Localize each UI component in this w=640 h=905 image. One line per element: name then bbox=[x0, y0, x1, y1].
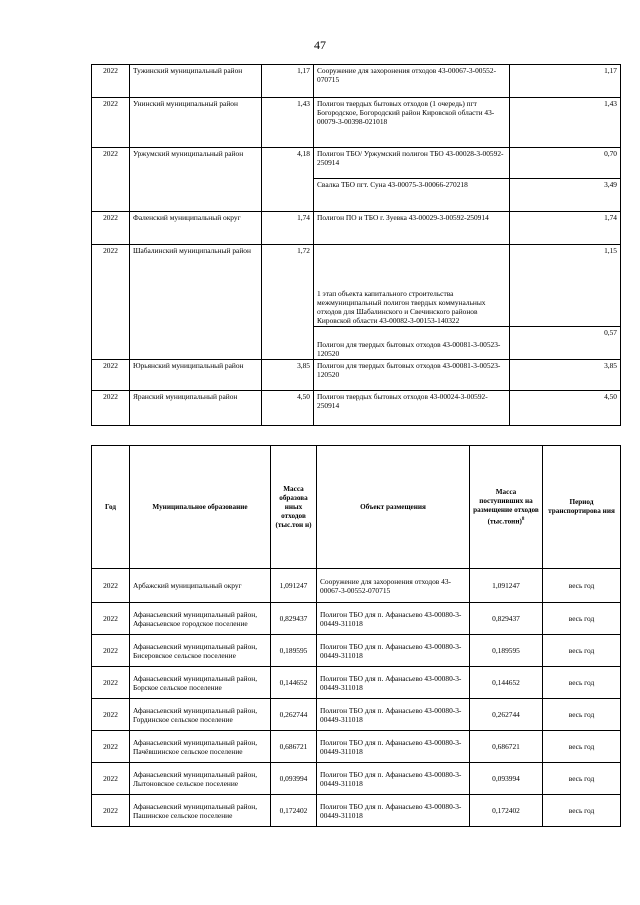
waste-table-continued bbox=[91, 64, 621, 426]
object-cell: Полигон ТБО/ Уржумский полигон ТБО 43-00028-3-00592-250914 bbox=[314, 148, 510, 179]
municipality-cell: Шабалинский муниципальный район bbox=[130, 245, 262, 360]
period-cell: весь год bbox=[543, 795, 621, 827]
period-cell: весь год bbox=[543, 603, 621, 635]
mass-cell: 4,18 bbox=[262, 148, 314, 212]
header-period: Период транспортирова ния bbox=[543, 446, 621, 569]
mass-generated-cell: 0,189595 bbox=[271, 635, 317, 667]
table-row bbox=[92, 360, 621, 391]
municipality-cell: Унинский муниципальный район bbox=[130, 98, 262, 148]
year-cell: 2022 bbox=[92, 360, 130, 391]
object-cell: Полигон ТБО для п. Афанасьево 43-00080-3-00449-311018 bbox=[317, 731, 470, 763]
mass-generated-cell: 0,262744 bbox=[271, 699, 317, 731]
municipality-cell: Афанасьевский муниципальный район, Бисеровское сельское поселение bbox=[130, 635, 271, 667]
table-row bbox=[92, 667, 621, 699]
header-mass-received-text: Масса поступивших на размещение отходов (тыс.тонн) bbox=[473, 487, 539, 526]
object-mass-cell: 3,49 bbox=[510, 179, 621, 212]
year-cell: 2022 bbox=[92, 98, 130, 148]
municipality-cell: Уржумский муниципальный район bbox=[130, 148, 262, 212]
object-cell: Сооружение для захоронения отходов 43-00067-3-00552-070715 bbox=[314, 65, 510, 98]
municipality-cell: Фаленский муниципальный округ bbox=[130, 212, 262, 245]
object-cell: Полигон ТБО для п. Афанасьево 43-00080-3-00449-311018 bbox=[317, 795, 470, 827]
municipality-cell: Афанасьевский муниципальный район, Борское сельское поселение bbox=[130, 667, 271, 699]
header-mass-generated: Масса образова нных отходов (тыс.тон н) bbox=[271, 446, 317, 569]
mass-cell: 1,43 bbox=[262, 98, 314, 148]
mass-cell: 3,85 bbox=[262, 360, 314, 391]
period-cell: весь год bbox=[543, 731, 621, 763]
municipality-cell: Афанасьевский муниципальный район, Пачёвшинское сельское поселение bbox=[130, 731, 271, 763]
header-year: Год bbox=[92, 446, 130, 569]
municipality-cell: Афанасьевский муниципальный район, Гординское сельское поселение bbox=[130, 699, 271, 731]
footnote-mark: 8 bbox=[521, 516, 525, 522]
object-cell: Полигон ТБО для п. Афанасьево 43-00080-3-00449-311018 bbox=[317, 763, 470, 795]
header-mass-received bbox=[470, 446, 543, 569]
object-mass-cell: 1,43 bbox=[510, 98, 621, 148]
object-cell: Полигон ТБО для п. Афанасьево 43-00080-3-00449-311018 bbox=[317, 603, 470, 635]
object-cell: Полигон ПО и ТБО г. Зуевка 43-00029-3-00592-250914 bbox=[314, 212, 510, 245]
waste-transport-table bbox=[91, 445, 621, 827]
mass-received-cell: 0,093994 bbox=[470, 763, 543, 795]
object-cell: Полигон для твердых бытовых отходов 43-00081-3-00523-120520 bbox=[314, 360, 510, 391]
header-object: Объект размещения bbox=[317, 446, 470, 569]
year-cell: 2022 bbox=[92, 667, 130, 699]
mass-generated-cell: 0,686721 bbox=[271, 731, 317, 763]
header-municipality: Муниципальное образование bbox=[130, 446, 271, 569]
year-cell: 2022 bbox=[92, 731, 130, 763]
mass-received-cell: 0,829437 bbox=[470, 603, 543, 635]
table-row bbox=[92, 391, 621, 426]
municipality-cell: Афанасьевский муниципальный район, Лытоновское сельское поселение bbox=[130, 763, 271, 795]
table-row bbox=[92, 148, 621, 179]
table-row bbox=[92, 245, 621, 327]
mass-generated-cell: 0,829437 bbox=[271, 603, 317, 635]
object-mass-cell: 1,15 bbox=[510, 245, 621, 327]
table-row bbox=[92, 212, 621, 245]
year-cell: 2022 bbox=[92, 763, 130, 795]
year-cell: 2022 bbox=[92, 212, 130, 245]
object-cell: Полигон ТБО для п. Афанасьево 43-00080-3-00449-311018 bbox=[317, 667, 470, 699]
mass-cell: 1,74 bbox=[262, 212, 314, 245]
period-cell: весь год bbox=[543, 667, 621, 699]
table-row bbox=[92, 569, 621, 603]
municipality-cell: Яранский муниципальный район bbox=[130, 391, 262, 426]
year-cell: 2022 bbox=[92, 391, 130, 426]
table-row bbox=[92, 763, 621, 795]
year-cell: 2022 bbox=[92, 65, 130, 98]
table-row bbox=[92, 795, 621, 827]
object-mass-cell: 0,70 bbox=[510, 148, 621, 179]
mass-generated-cell: 0,144652 bbox=[271, 667, 317, 699]
mass-received-cell: 1,091247 bbox=[470, 569, 543, 603]
mass-cell: 4,50 bbox=[262, 391, 314, 426]
mass-generated-cell: 1,091247 bbox=[271, 569, 317, 603]
object-mass-cell: 4,50 bbox=[510, 391, 621, 426]
period-cell: весь год bbox=[543, 699, 621, 731]
object-mass-cell: 0,57 bbox=[510, 327, 621, 360]
mass-generated-cell: 0,093994 bbox=[271, 763, 317, 795]
year-cell: 2022 bbox=[92, 569, 130, 603]
year-cell: 2022 bbox=[92, 699, 130, 731]
object-cell: Полигон твердых бытовых отходов (1 очередь) пгт Богородское, Богородский район Кировской области 43-00079-3-00398-021018 bbox=[314, 98, 510, 148]
object-cell: Полигон ТБО для п. Афанасьево 43-00080-3-00449-311018 bbox=[317, 699, 470, 731]
object-cell: 1 этап объекта капитального строительства межмуниципальный полигон твердых коммунальных отходов для Шабалинского и Свечинского районов Кировской области 43-00082-3-00153-140322 bbox=[314, 245, 510, 327]
object-mass-cell: 3,85 bbox=[510, 360, 621, 391]
object-cell: Полигон твердых бытовых отходов 43-00024-3-00592-250914 bbox=[314, 391, 510, 426]
page-number: 47 bbox=[314, 38, 326, 52]
municipality-cell: Афанасьевский муниципальный район, Афанасьевское городское поселение bbox=[130, 603, 271, 635]
object-mass-cell: 1,17 bbox=[510, 65, 621, 98]
object-cell: Полигон ТБО для п. Афанасьево 43-00080-3-00449-311018 bbox=[317, 635, 470, 667]
mass-generated-cell: 0,172402 bbox=[271, 795, 317, 827]
year-cell: 2022 bbox=[92, 603, 130, 635]
table-header-row bbox=[92, 446, 621, 569]
object-cell: Полигон для твердых бытовых отходов 43-00081-3-00523-120520 bbox=[314, 327, 510, 360]
object-mass-cell: 1,74 bbox=[510, 212, 621, 245]
municipality-cell: Афанасьевский муниципальный район, Пашинское сельское поселение bbox=[130, 795, 271, 827]
object-cell: Свалка ТБО пгт. Суна 43-00075-3-00066-270218 bbox=[314, 179, 510, 212]
year-cell: 2022 bbox=[92, 795, 130, 827]
table-row bbox=[92, 731, 621, 763]
mass-cell: 1,17 bbox=[262, 65, 314, 98]
period-cell: весь год bbox=[543, 635, 621, 667]
mass-received-cell: 0,189595 bbox=[470, 635, 543, 667]
municipality-cell: Тужинский муниципальный район bbox=[130, 65, 262, 98]
municipality-cell: Арбажский муниципальный округ bbox=[130, 569, 271, 603]
table-row bbox=[92, 603, 621, 635]
table-row bbox=[92, 699, 621, 731]
mass-received-cell: 0,262744 bbox=[470, 699, 543, 731]
year-cell: 2022 bbox=[92, 635, 130, 667]
table-row bbox=[92, 635, 621, 667]
mass-received-cell: 0,686721 bbox=[470, 731, 543, 763]
municipality-cell: Юрьянский муниципальный район bbox=[130, 360, 262, 391]
period-cell: весь год bbox=[543, 569, 621, 603]
period-cell: весь год bbox=[543, 763, 621, 795]
table-row bbox=[92, 65, 621, 98]
year-cell: 2022 bbox=[92, 245, 130, 360]
year-cell: 2022 bbox=[92, 148, 130, 212]
mass-received-cell: 0,144652 bbox=[470, 667, 543, 699]
object-cell: Сооружение для захоронения отходов 43-00067-3-00552-070715 bbox=[317, 569, 470, 603]
mass-cell: 1,72 bbox=[262, 245, 314, 360]
table-row bbox=[92, 98, 621, 148]
mass-received-cell: 0,172402 bbox=[470, 795, 543, 827]
